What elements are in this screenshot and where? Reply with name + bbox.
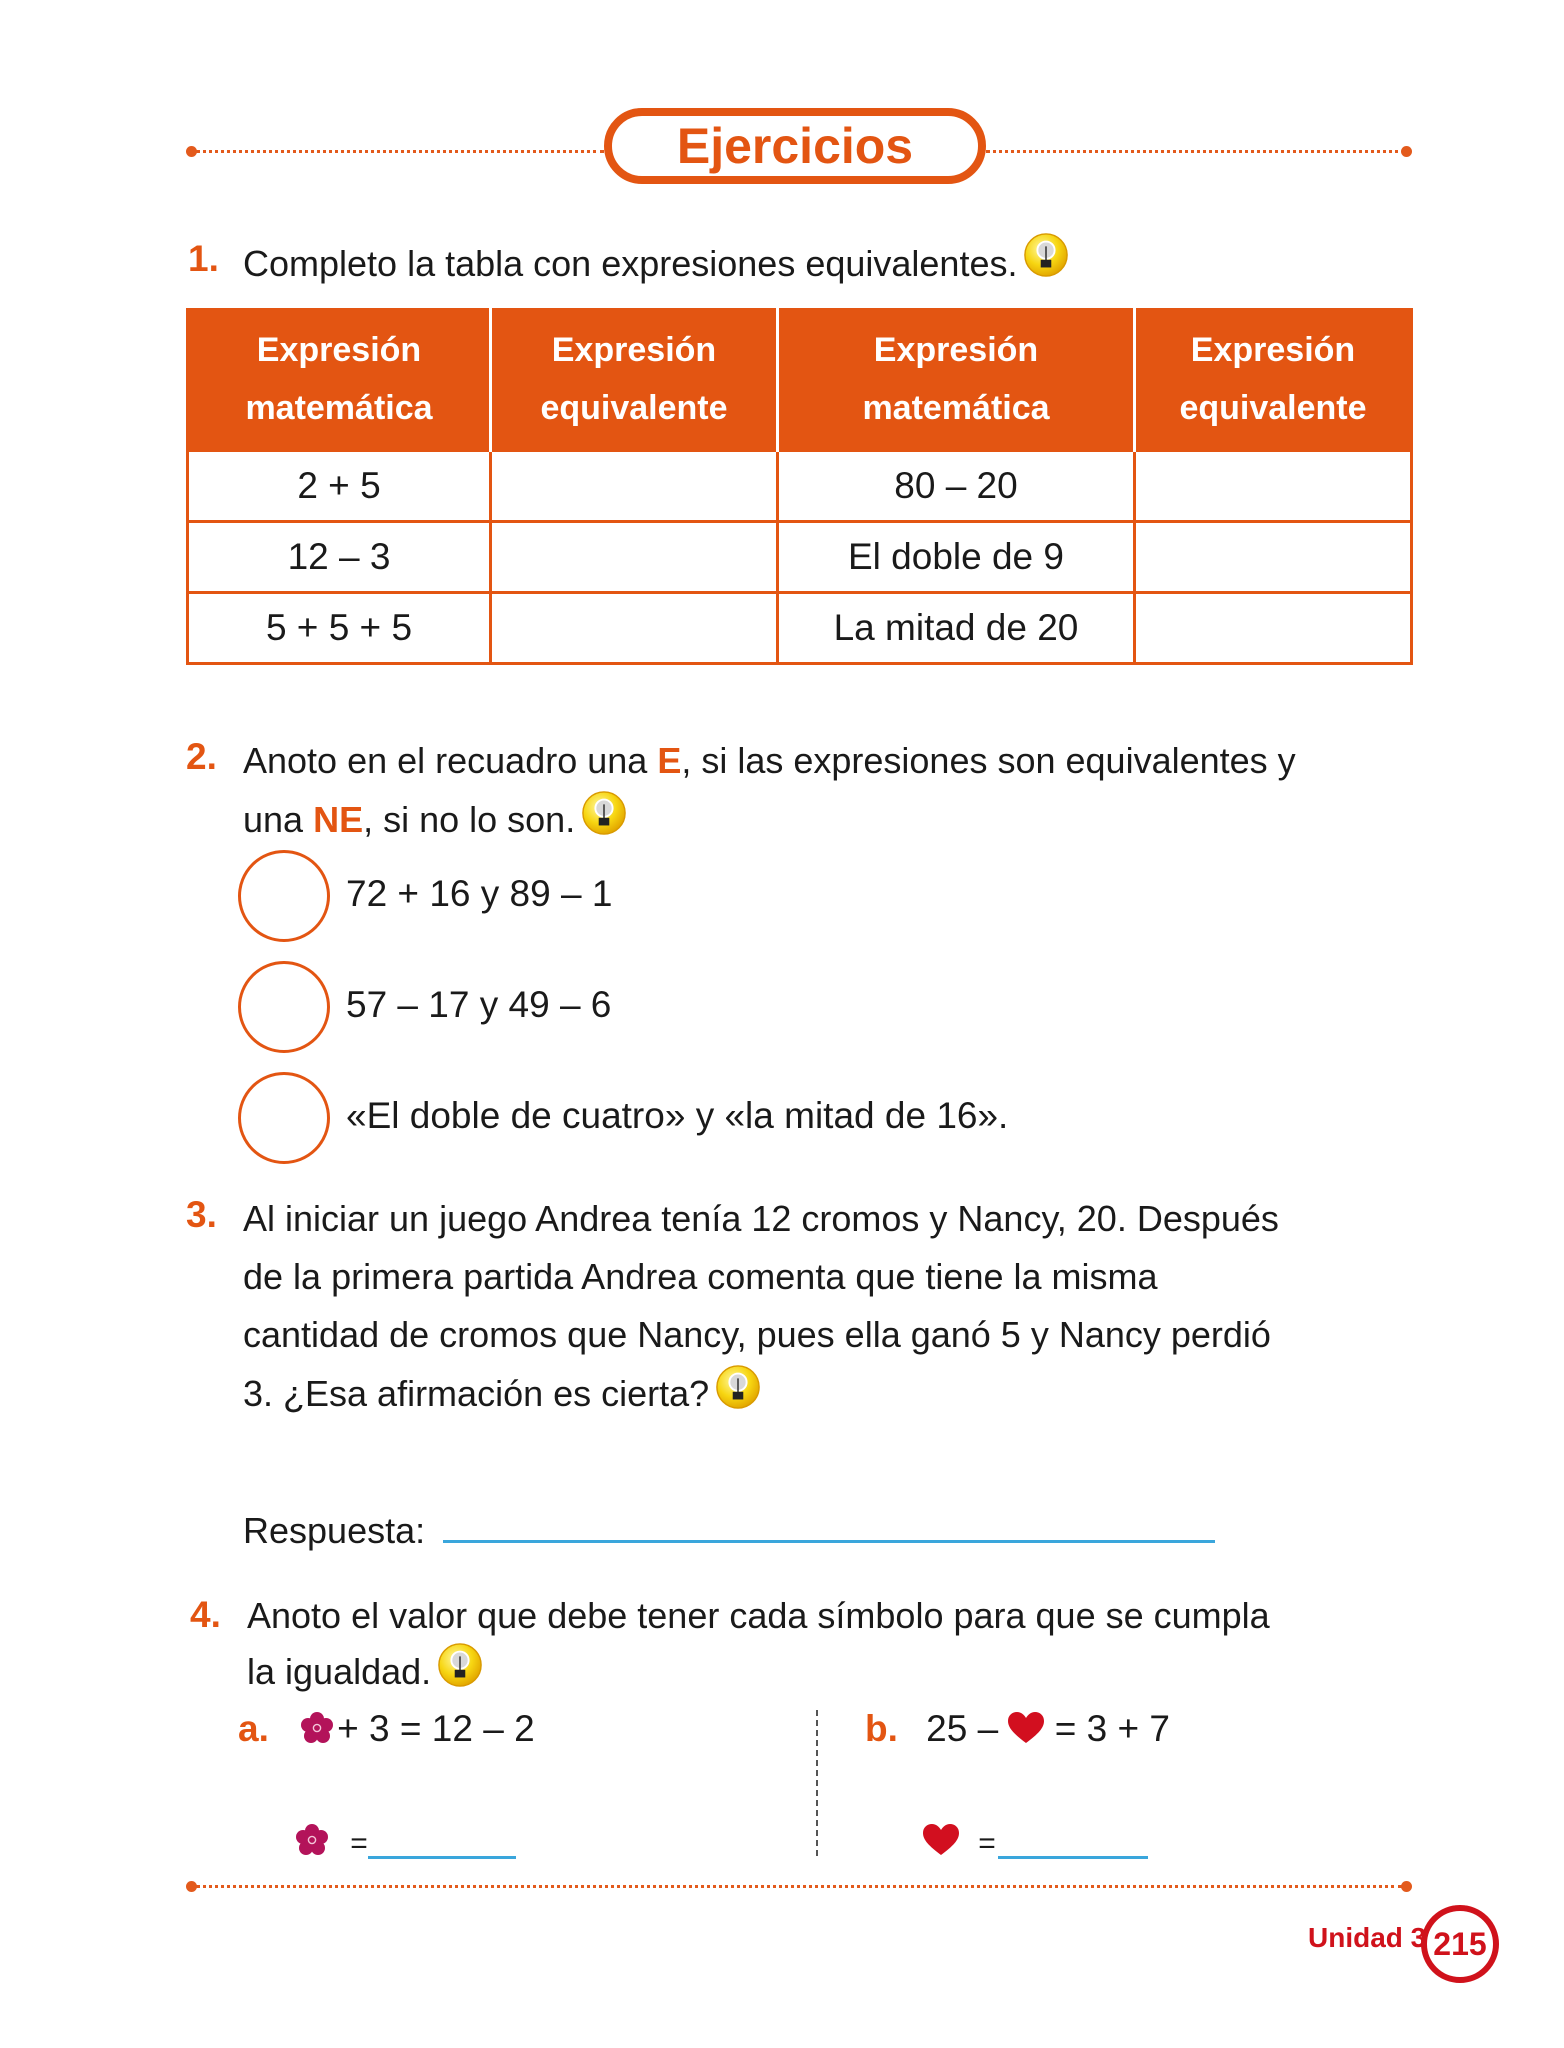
equivalent-expressions-table: [186, 308, 1413, 665]
table-header-row: [188, 308, 1412, 451]
answer-input-line[interactable]: [443, 1540, 1215, 1543]
lightbulb-icon[interactable]: [1023, 232, 1069, 278]
flower-icon: [296, 1824, 328, 1856]
table-cell-answer-input[interactable]: [491, 593, 778, 664]
mark-E: E: [657, 740, 682, 781]
exercise-3-number: 3.: [186, 1194, 217, 1235]
equation-b-suffix: = 3 + 7: [1054, 1708, 1170, 1749]
exercise-4-prompt: Anoto el valor que debe tener cada símbolo para que se cumpla la igualdad.: [247, 1595, 1270, 1692]
header-expresion-matematica-2: Expresión matemática: [778, 308, 1135, 451]
flower-icon: [301, 1712, 333, 1744]
lightbulb-icon[interactable]: [581, 790, 627, 836]
table-row: [188, 593, 1412, 664]
item-b-label: b.: [865, 1708, 898, 1749]
comparison-item-2: 57 – 17 y 49 – 6: [346, 984, 612, 1025]
table-cell-answer-input[interactable]: [491, 522, 778, 593]
answer-a-input-line[interactable]: [368, 1856, 516, 1859]
answer-b-row: [922, 1820, 996, 1862]
header-expresion-equivalente-2: Expresión equivalente: [1135, 308, 1412, 451]
header-expresion-matematica-1: Expresión matemática: [188, 308, 491, 451]
top-rule-left: [196, 150, 604, 153]
exercise-1-number: 1.: [188, 238, 219, 279]
exercise-1-prompt: Completo la tabla con expresiones equivalentes.: [243, 232, 1069, 290]
lightbulb-icon[interactable]: [437, 1642, 483, 1688]
table-cell-expression: 5 + 5 + 5: [188, 593, 491, 664]
answer-a-row: [296, 1820, 368, 1862]
item-a-label: a.: [238, 1708, 269, 1749]
equation-b-prefix: 25 –: [926, 1708, 999, 1749]
answer-circle-2[interactable]: [238, 961, 330, 1053]
section-title: Ejercicios: [676, 118, 914, 174]
table-cell-expression: 12 – 3: [188, 522, 491, 593]
table-cell-expression: La mitad de 20: [778, 593, 1135, 664]
rule-dot-right: [1401, 146, 1412, 157]
exercise-4b: [865, 1708, 1170, 1750]
exercise-4a: [238, 1708, 535, 1750]
page-number: 215: [1433, 1925, 1487, 1962]
table-cell-expression: 2 + 5: [188, 451, 491, 522]
table-cell-expression: 80 – 20: [778, 451, 1135, 522]
answer-label: Respuesta:: [243, 1510, 426, 1551]
answer-circle-3[interactable]: [238, 1072, 330, 1164]
exercise-4-number: 4.: [190, 1594, 221, 1635]
mark-NE: NE: [313, 799, 364, 840]
top-rule-right: [986, 150, 1406, 153]
equals-sign: =: [978, 1827, 996, 1860]
answer-b-input-line[interactable]: [998, 1856, 1148, 1859]
column-divider: [816, 1710, 818, 1856]
heart-icon: [922, 1824, 960, 1856]
comparison-item-3: «El doble de cuatro» y «la mitad de 16».: [346, 1095, 1009, 1136]
table-row: [188, 451, 1412, 522]
bottom-rule: [196, 1885, 1402, 1888]
comparison-item-1: 72 + 16 y 89 – 1: [346, 873, 613, 914]
rule-dot-right: [1401, 1881, 1412, 1892]
equation-a: + 3 = 12 – 2: [337, 1708, 535, 1749]
exercise-2-prompt: Anoto en el recuadro una E, si las expresiones son equivalentes y una NE, si no lo son.: [243, 740, 1296, 840]
table-cell-expression: El doble de 9: [778, 522, 1135, 593]
page-number-badge: [1421, 1905, 1499, 1983]
table-cell-answer-input[interactable]: [1135, 522, 1412, 593]
section-title-badge: [604, 108, 986, 184]
unit-label: Unidad 3: [1308, 1922, 1427, 1953]
answer-circle-1[interactable]: [238, 850, 330, 942]
table-cell-answer-input[interactable]: [491, 451, 778, 522]
heart-icon: [1008, 1712, 1044, 1744]
table-cell-answer-input[interactable]: [1135, 451, 1412, 522]
exercise-3-prompt: Al iniciar un juego Andrea tenía 12 cromos y Nancy, 20. Después de la primera partida Andrea comenta que tiene la misma cantidad de cromos que Nancy, pues ella ganó 5 y Nancy perdió 3. ¿Esa afirmación es cierta?: [243, 1198, 1279, 1414]
lightbulb-icon[interactable]: [715, 1364, 761, 1410]
equals-sign: =: [350, 1827, 368, 1860]
table-row: [188, 522, 1412, 593]
exercise-2-number: 2.: [186, 736, 217, 777]
header-expresion-equivalente-1: Expresión equivalente: [491, 308, 778, 451]
table-cell-answer-input[interactable]: [1135, 593, 1412, 664]
